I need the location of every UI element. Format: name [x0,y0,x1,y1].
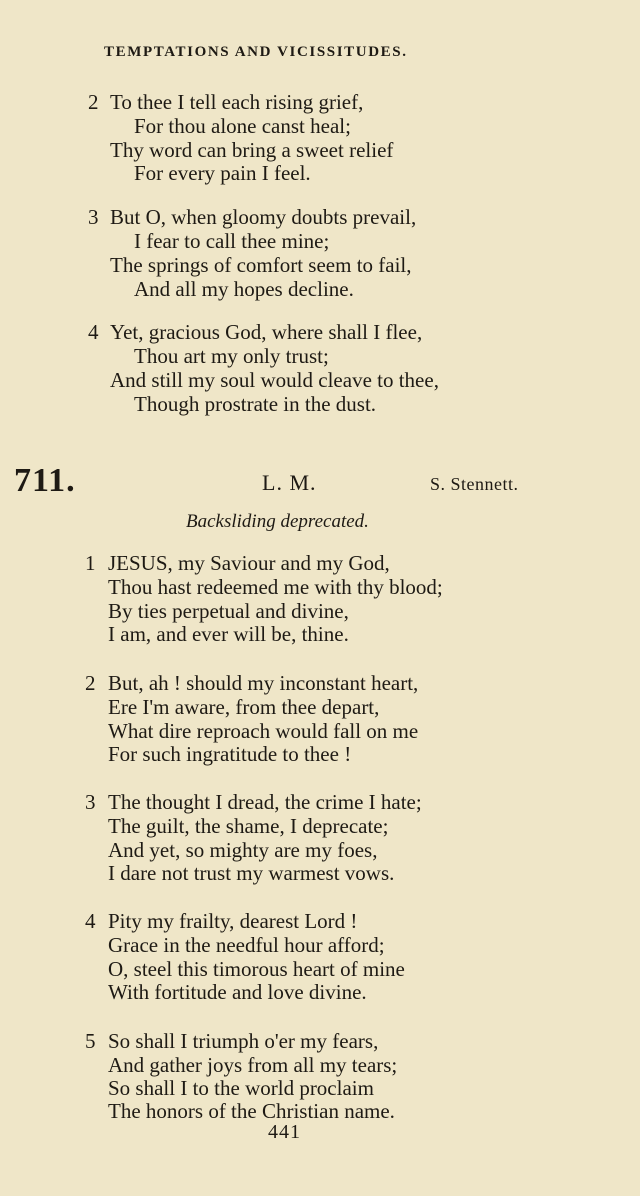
verse-line: The honors of the Christian name. [108,1099,395,1123]
verse-line: JESUS, my Saviour and my God, [108,551,390,575]
verse-line: Ere I'm aware, from thee depart, [108,695,380,719]
stanza-number: 4 [85,909,96,933]
verse-line: O, steel this timorous heart of mine [108,957,405,981]
verse-line: And still my soul would cleave to thee, [110,368,439,392]
verse-line: Though prostrate in the dust. [134,392,377,416]
verse-line: And all my hopes decline. [134,277,354,301]
stanza-number: 5 [85,1029,96,1053]
verse-line: To thee I tell each rising grief, [110,90,364,114]
verse-line: Thy word can bring a sweet relief [110,138,394,162]
verse-line: I fear to call thee mine; [134,229,330,253]
verse-line: I am, and ever will be, thine. [108,622,349,646]
hymn-meter: L. M. [262,470,317,495]
verse-line: Grace in the needful hour afford; [108,933,385,957]
verse-line: Thou art my only trust; [134,344,329,368]
hymn-subtitle: Backsliding deprecated. [186,511,369,532]
verse-line: Pity my frailty, dearest Lord ! [108,909,358,933]
verse-line: I dare not trust my warmest vows. [108,861,395,885]
verse-line: For every pain I feel. [134,161,311,185]
stanza-number: 2 [85,671,96,695]
stanza-number: 2 [88,90,99,114]
verse-line: The thought I dread, the crime I hate; [108,790,422,814]
verse-line: But, ah ! should my inconstant heart, [108,671,419,695]
verse-line: Thou hast redeemed me with thy blood; [108,575,443,599]
verse-line: With fortitude and love divine. [108,980,367,1004]
stanza-number: 3 [85,790,96,814]
verse-line: For thou alone canst heal; [134,114,351,138]
page-number: 441 [268,1121,301,1143]
hymn-author: S. Stennett. [430,474,519,494]
verse-line: But O, when gloomy doubts prevail, [110,205,417,229]
verse-line: By ties perpetual and divine, [108,599,349,623]
verse-line: What dire reproach would fall on me [108,719,419,743]
verse-line: So shall I triumph o'er my fears, [108,1029,379,1053]
verse-line: And yet, so mighty are my foes, [108,838,378,862]
stanza-number: 4 [88,320,99,344]
verse-line: The guilt, the shame, I deprecate; [108,814,389,838]
hymn-number: 711. [14,462,76,499]
running-head: TEMPTATIONS AND VICISSITUDES. [104,44,408,60]
verse-line: Yet, gracious God, where shall I flee, [110,320,423,344]
verse-line: For such ingratitude to thee ! [108,742,352,766]
verse-line: And gather joys from all my tears; [108,1053,398,1077]
stanza-number: 3 [88,205,99,229]
verse-line: The springs of comfort seem to fail, [110,253,412,277]
stanza-number: 1 [85,551,96,575]
verse-line: So shall I to the world proclaim [108,1076,374,1100]
